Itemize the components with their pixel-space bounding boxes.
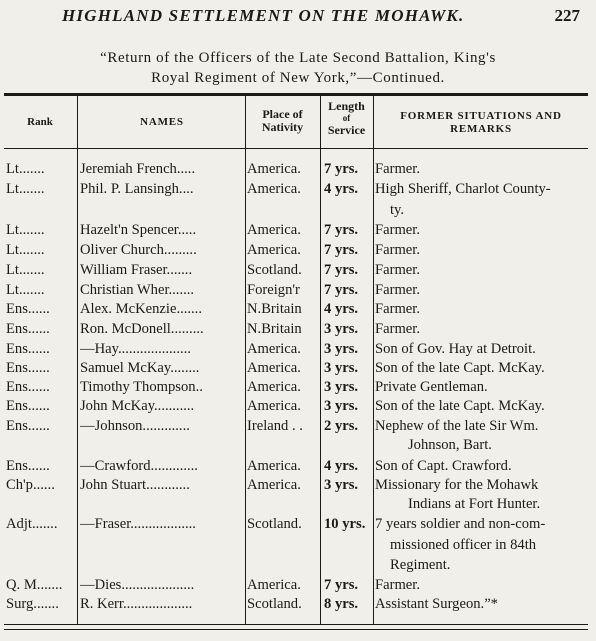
table-row (0, 577, 596, 597)
name-cell: Ron. McDonell......... (80, 321, 204, 337)
rank-cell: Q. M....... (6, 577, 63, 593)
table-row (0, 181, 596, 201)
rank-cell: Surg....... (6, 596, 59, 612)
header-place-of-nativity (245, 108, 320, 134)
place-cell: America. (247, 181, 301, 197)
remark-cell: Farmer. (375, 301, 420, 317)
name-cell: R. Kerr................... (80, 596, 193, 612)
rank-cell: Ens...... (6, 379, 50, 395)
remark-continuation: Indians at Fort Hunter. (408, 496, 541, 512)
table-header-rule (4, 148, 588, 149)
name-cell: William Fraser....... (80, 262, 193, 278)
header-names (78, 116, 246, 129)
table-top-rule (4, 93, 588, 96)
header-place-line-2: Nativity (261, 120, 304, 134)
place-cell: America. (247, 222, 301, 238)
rank-cell: Ens...... (6, 301, 50, 317)
place-cell: N.Britain (247, 301, 302, 317)
remark-cell: Farmer. (375, 242, 420, 258)
place-cell: America. (247, 341, 301, 357)
remark-cell: Private Gentleman. (375, 379, 488, 395)
length-cell: 4 yrs. (324, 458, 359, 474)
rank-cell: Ens...... (6, 458, 50, 474)
place-cell: Scotland. (247, 596, 302, 612)
remark-cell: Farmer. (375, 161, 420, 177)
rank-cell: Lt....... (6, 161, 45, 177)
header-length-line-2: of (342, 113, 351, 123)
place-cell: America. (247, 360, 301, 376)
remark-cell: Assistant Surgeon.”* (375, 596, 498, 612)
table-caption-line-2: Royal Regiment of New York,”—Continued. (151, 70, 445, 86)
remark-cell: Son of the late Capt. McKay. (375, 398, 545, 414)
table-row (0, 341, 596, 361)
place-cell: America. (247, 242, 301, 258)
place-cell: Scotland. (247, 262, 302, 278)
remark-cell: Farmer. (375, 262, 420, 278)
place-cell: Ireland . . (247, 418, 303, 434)
header-names-label: NAMES (140, 116, 184, 128)
name-cell: Christian Wher....... (80, 282, 195, 298)
rank-cell: Ens...... (6, 398, 50, 414)
remark-cell: Missionary for the Mohawk (375, 477, 539, 493)
name-cell: Oliver Church......... (80, 242, 197, 258)
remark-cell: Farmer. (375, 577, 420, 593)
name-cell: —Johnson............. (80, 418, 190, 434)
remark-continuation: missioned officer in 84th (390, 537, 537, 553)
place-cell: America. (247, 379, 301, 395)
remark-cell: Son of the late Capt. McKay. (375, 360, 545, 376)
rank-cell: Ens...... (6, 341, 50, 357)
table-row (0, 321, 596, 341)
table-row (0, 398, 596, 418)
length-cell: 7 yrs. (324, 161, 359, 177)
length-cell: 7 yrs. (324, 282, 359, 298)
header-former-situations (374, 110, 588, 136)
table-row (0, 379, 596, 399)
header-length-line-3: Service (327, 123, 366, 137)
name-cell: John McKay........... (80, 398, 195, 414)
name-cell: Phil. P. Lansingh.... (80, 181, 194, 197)
remark-cell: Nephew of the late Sir Wm. (375, 418, 539, 434)
table-row (0, 360, 596, 380)
place-cell: America. (247, 577, 301, 593)
rank-cell: Ch'p...... (6, 477, 55, 493)
rank-cell: Lt....... (6, 222, 45, 238)
running-head (0, 6, 596, 30)
name-cell: Alex. McKenzie....... (80, 301, 202, 317)
running-title: HIGHLAND SETTLEMENT ON THE MOHAWK. (62, 6, 465, 25)
length-cell: 3 yrs. (324, 398, 359, 414)
name-cell: —Hay.................... (80, 341, 191, 357)
header-former-line-1: FORMER SITUATIONS AND (400, 110, 562, 122)
header-former-line-2: REMARKS (450, 123, 512, 135)
remark-cell: High Sheriff, Charlot County- (375, 181, 551, 197)
length-cell: 3 yrs. (324, 379, 359, 395)
remark-continuation: Regiment. (390, 557, 451, 573)
name-cell: Hazelt'n Spencer..... (80, 222, 197, 238)
rank-cell: Ens...... (6, 360, 50, 376)
length-cell: 10 yrs. (324, 516, 366, 532)
header-length-of-service (320, 100, 373, 136)
name-cell: —Dies.................... (80, 577, 195, 593)
table-row (0, 596, 596, 616)
remark-cell: Farmer. (375, 321, 420, 337)
name-cell: —Fraser.................. (80, 516, 196, 532)
place-cell: America. (247, 477, 301, 493)
table-row (0, 477, 596, 497)
length-cell: 8 yrs. (324, 596, 359, 612)
table-bottom-rule-2 (4, 629, 588, 630)
place-cell: Foreign'r (247, 282, 300, 298)
header-rank: Rank (27, 116, 53, 128)
header-place-line-1: Place of (262, 107, 303, 121)
remark-cell: Farmer. (375, 282, 420, 298)
length-cell: 4 yrs. (324, 181, 359, 197)
name-cell: —Crawford............. (80, 458, 198, 474)
table-row (0, 161, 596, 181)
table-row (0, 242, 596, 262)
table-row (0, 516, 596, 536)
remark-continuation: Johnson, Bart. (408, 437, 492, 453)
table-row (0, 418, 596, 438)
rank-cell: Adjt....... (6, 516, 58, 532)
length-cell: 7 yrs. (324, 262, 359, 278)
length-cell: 3 yrs. (324, 477, 359, 493)
length-cell: 7 yrs. (324, 222, 359, 238)
rank-cell: Lt....... (6, 282, 45, 298)
header-length-line-1: Length (328, 99, 365, 113)
remark-cell: Son of Gov. Hay at Detroit. (375, 341, 536, 357)
rank-cell: Ens...... (6, 418, 50, 434)
table-row (0, 222, 596, 242)
place-cell: Scotland. (247, 516, 302, 532)
page-number: 227 (554, 6, 580, 25)
name-cell: Jeremiah French..... (80, 161, 196, 177)
length-cell: 3 yrs. (324, 321, 359, 337)
table-row (0, 262, 596, 282)
table-bottom-rule (4, 624, 588, 625)
rank-cell: Ens...... (6, 321, 50, 337)
table-caption-line-1: “Return of the Officers of the Late Second Battalion, King's (100, 50, 496, 66)
length-cell: 3 yrs. (324, 360, 359, 376)
table-row (0, 282, 596, 302)
rank-cell: Lt....... (6, 181, 45, 197)
name-cell: Timothy Thompson.. (80, 379, 203, 395)
remark-continuation: ty. (390, 202, 405, 218)
table-row (0, 458, 596, 478)
name-cell: John Stuart............ (80, 477, 190, 493)
length-cell: 7 yrs. (324, 242, 359, 258)
length-cell: 7 yrs. (324, 577, 359, 593)
place-cell: America. (247, 398, 301, 414)
rank-cell: Lt....... (6, 242, 45, 258)
length-cell: 3 yrs. (324, 341, 359, 357)
length-cell: 2 yrs. (324, 418, 359, 434)
place-cell: America. (247, 458, 301, 474)
remark-cell: Farmer. (375, 222, 420, 238)
remark-cell: 7 years soldier and non-com- (375, 516, 546, 532)
place-cell: America. (247, 161, 301, 177)
table-row (0, 301, 596, 321)
rank-cell: Lt....... (6, 262, 45, 278)
place-cell: N.Britain (247, 321, 302, 337)
remark-cell: Son of Capt. Crawford. (375, 458, 512, 474)
length-cell: 4 yrs. (324, 301, 359, 317)
name-cell: Samuel McKay........ (80, 360, 200, 376)
